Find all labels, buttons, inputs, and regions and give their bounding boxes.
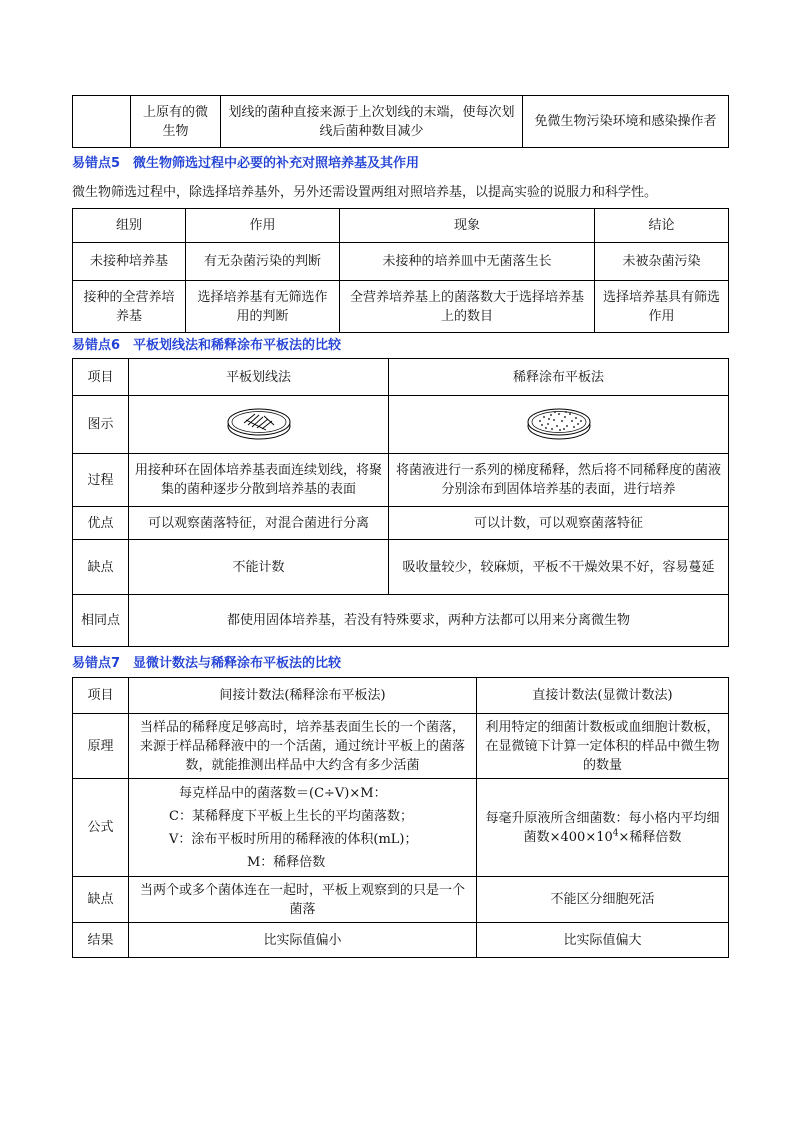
table-row — [73, 396, 729, 454]
row-label: 原理 — [73, 714, 129, 779]
table-cell: 利用特定的细菌计数板或血细胞计数板，在显微镜下计算一定体积的样品中微生物的数量 — [477, 714, 729, 779]
table-cell: 上原有的微生物 — [131, 96, 221, 148]
formula-line: V：涂布平板时所用的稀释液的体积(mL)； — [169, 831, 418, 847]
formula-line: 每克样品中的菌落数＝(C÷V)×M： — [179, 785, 387, 801]
formula-text: ×稀释倍数 — [618, 829, 682, 845]
formula-line: C：某稀释度下平板上生长的平均菌落数； — [169, 808, 413, 824]
table-cell: 未接种培养基 — [73, 243, 186, 281]
table-header-row — [73, 209, 729, 243]
formula-exponent: 4 — [612, 828, 619, 839]
table-cell: 都使用固体培养基，若没有特殊要求，两种方法都可以用来分离微生物 — [129, 595, 729, 647]
table-cell: 比实际值偏大 — [477, 923, 729, 958]
table-cell: 可以观察菌落特征，对混合菌进行分离 — [129, 507, 389, 540]
column-header: 平板划线法 — [129, 359, 389, 396]
table-cell: 比实际值偏小 — [129, 923, 477, 958]
table-cell — [389, 396, 729, 454]
row-label: 公式 — [73, 779, 129, 877]
table-cell: 不能区分细胞死活 — [477, 877, 729, 923]
table-cell: 吸收量较少，较麻烦，平板不干燥效果不好，容易蔓延 — [389, 540, 729, 595]
column-header: 间接计数法(稀释涂布平板法) — [129, 678, 477, 714]
table-cell: 接种的全营养培养基 — [73, 281, 186, 333]
table-cell: 未接种的培养皿中无菌落生长 — [340, 243, 595, 281]
table-row — [73, 243, 729, 281]
table-cell: 未被杂菌污染 — [595, 243, 729, 281]
table-row — [73, 281, 729, 333]
table-row — [73, 923, 729, 958]
table-cell: 选择培养基具有筛选作用 — [595, 281, 729, 333]
section-heading: 易错点5 微生物筛选过程中必要的补充对照培养基及其作用 — [72, 156, 420, 171]
table-row — [73, 877, 729, 923]
streak-plate-illustration — [224, 399, 294, 445]
table-cell: 当样品的稀释度足够高时，培养基表面生长的一个菌落，来源于样品稀释液中的一个活菌，通过统计平板上的菌落数，就能推测出样品中大约含有多少活菌 — [129, 714, 477, 779]
table-cell — [129, 396, 389, 454]
table-cell: 将菌液进行一系列的梯度稀释，然后将不同稀释度的菌液分别涂布到固体培养基的表面，进行培养 — [389, 454, 729, 507]
table-cell: 划线的菌种直接来源于上次划线的末端，使每次划线后菌种数目减少 — [221, 96, 523, 148]
table-cell: 免微生物污染环境和感染操作者 — [523, 96, 729, 148]
continued-table — [72, 95, 729, 148]
row-label: 相同点 — [73, 595, 129, 647]
formula-text: 每毫升原液所含细菌数：每小格内平均细菌数×400×10 — [485, 810, 720, 845]
table-row — [73, 540, 729, 595]
table-cell — [73, 96, 131, 148]
counting-methods-table — [72, 677, 729, 958]
table-cell: 不能计数 — [129, 540, 389, 595]
table-header-row — [73, 678, 729, 714]
column-header: 现象 — [340, 209, 595, 243]
section-heading: 易错点7 显微计数法与稀释涂布平板法的比较 — [72, 656, 342, 671]
column-header: 组别 — [73, 209, 186, 243]
formula-cell — [129, 779, 477, 877]
table-header-row — [73, 359, 729, 396]
table-row — [73, 507, 729, 540]
table-cell: 当两个或多个菌体连在一起时，平板上观察到的只是一个菌落 — [129, 877, 477, 923]
row-label: 图示 — [73, 396, 129, 454]
table-row — [73, 96, 729, 148]
paragraph: 微生物筛选过程中，除选择培养基外，另外还需设置两组对照培养基，以提高实验的说服力和科学性。 — [72, 185, 658, 200]
column-header: 结论 — [595, 209, 729, 243]
section-heading: 易错点6 平板划线法和稀释涂布平板法的比较 — [72, 338, 342, 353]
table-row — [73, 714, 729, 779]
table-row — [73, 595, 729, 647]
row-label: 过程 — [73, 454, 129, 507]
column-header: 直接计数法(显微计数法) — [477, 678, 729, 714]
formula-cell — [477, 779, 729, 877]
formula-line: M：稀释倍数 — [247, 854, 326, 870]
table-cell: 用接种环在固体培养基表面连续划线，将聚集的菌种逐步分散到培养基的表面 — [129, 454, 389, 507]
column-header: 作用 — [186, 209, 340, 243]
table-row — [73, 779, 729, 877]
column-header: 稀释涂布平板法 — [389, 359, 729, 396]
column-header: 项目 — [73, 359, 129, 396]
row-label: 缺点 — [73, 540, 129, 595]
plating-methods-table — [72, 358, 729, 647]
table-row — [73, 454, 729, 507]
row-label: 优点 — [73, 507, 129, 540]
table-cell: 可以计数，可以观察菌落特征 — [389, 507, 729, 540]
column-header: 项目 — [73, 678, 129, 714]
table-cell: 选择培养基有无筛选作用的判断 — [186, 281, 340, 333]
row-label: 缺点 — [73, 877, 129, 923]
table-cell: 有无杂菌污染的判断 — [186, 243, 340, 281]
row-label: 结果 — [73, 923, 129, 958]
table-cell: 全营养培养基上的菌落数大于选择培养基上的数目 — [340, 281, 595, 333]
control-medium-table — [72, 208, 729, 333]
spread-plate-illustration — [524, 399, 594, 445]
